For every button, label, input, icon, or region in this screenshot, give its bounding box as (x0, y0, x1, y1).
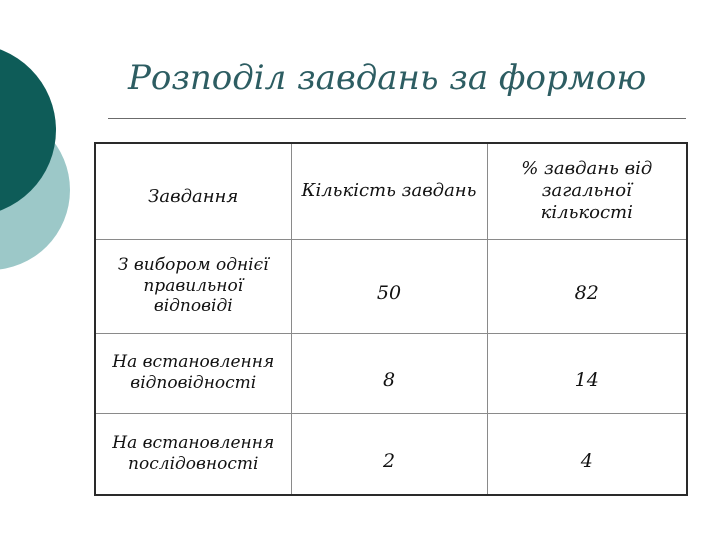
row-count: 2 (291, 413, 487, 495)
table-header-row (95, 143, 687, 239)
header-count: Кількість завдань (291, 143, 487, 239)
row-task: З вибором однієї правильної відповіді (95, 239, 291, 333)
slide-title: Розподіл завдань за формою (128, 58, 647, 98)
distribution-table (94, 142, 688, 496)
row-count: 8 (291, 333, 487, 413)
row-task: На встановлення відповідності (95, 333, 291, 413)
table-row (95, 333, 687, 413)
header-task: Завдання (95, 143, 291, 239)
row-percent: 82 (487, 239, 687, 333)
row-percent: 4 (487, 413, 687, 495)
table-row (95, 413, 687, 495)
row-percent: 14 (487, 333, 687, 413)
table-row (95, 239, 687, 333)
title-divider (108, 118, 686, 119)
row-task: На встановлення послідовності (95, 413, 291, 495)
row-count: 50 (291, 239, 487, 333)
header-percent: % завдань від загальної кількості (487, 143, 687, 239)
